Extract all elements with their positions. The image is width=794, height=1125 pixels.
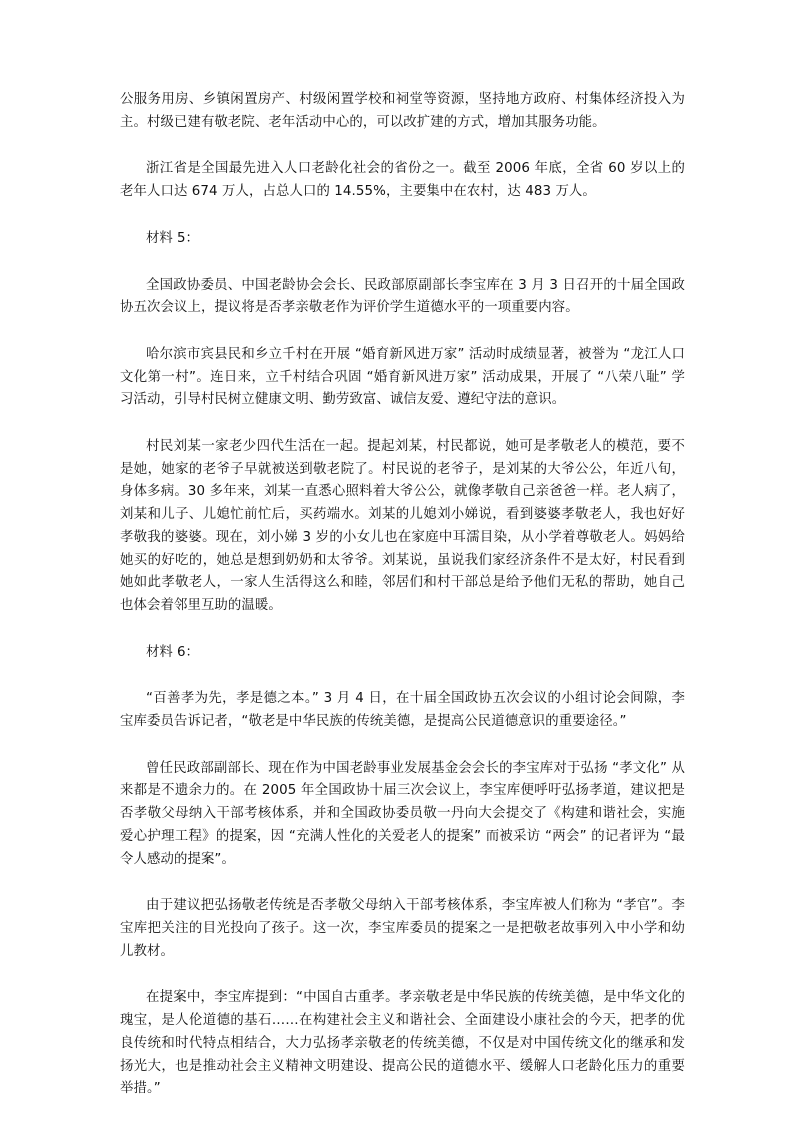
paragraph-li-baoku-proposal: 全国政协委员、中国老龄协会会长、民政部原副部长李宝库在 3 月 3 日召开的十届全国政协五次会议上，提议将是否孝亲敬老作为评价学生道德水平的一项重要内容。 xyxy=(120,277,685,316)
paragraph-zhejiang-aging: 浙江省是全国最先进入人口老龄化社会的省份之一。截至 2006 年底，全省 60 岁以上的老年人口达 674 万人，占总人口的 14.55%，主要集中在农村，达 483 万人。 xyxy=(120,161,685,200)
paragraph-filial-culture: 曾任民政部副部长、现在作为中国老龄事业发展基金会会长的李宝库对于弘扬 “孝文化” 从来都是不遗余力的。在 2005 年全国政协十届三次会议上，李宝库便呼吁弘扬孝道，建议把是否孝敬父母纳入干部考核体系，并和全国政协委员敬一丹向大会提交了《构建和谐社会，实施爱心护理工程》的提案，因 “充满人性化的关爱老人的提案” 而被采访 “两会” 的记者评为 “最令人感动的提案”。 xyxy=(120,760,685,867)
document-page xyxy=(120,89,685,1125)
paragraph-continuation: 公服务用房、乡镇闲置房产、村级闲置学校和祠堂等资源，坚持地方政府、村集体经济投入为主。村级已建有敬老院、老年活动中心的，可以改扩建的方式，增加其服务功能。 xyxy=(120,92,685,130)
paragraph-filial-piety-quote: “百善孝为先，孝是德之本。” 3 月 4 日，在十届全国政协五次会议的小组讨论会间隙，李宝库委员告诉记者，“敬老是中华民族的传统美德，是提高公民道德意识的重要途径。” xyxy=(120,691,685,730)
paragraph-liu-family: 村民刘某一家老少四代生活在一起。提起刘某，村民都说，她可是孝敬老人的模范，要不是她，她家的老爷子早就被送到敬老院了。村民说的老爷子，是刘某的大爷公公，年近八旬，身体多病。30 多年来，刘某一直悉心照料着大爷公公，就像孝敬自己亲爸爸一样。老人病了，刘某和儿子、儿媳忙前忙后，买药端水。刘某的儿媳刘小娣说，看到婆婆孝敬老人，我也好好孝敬我的婆婆。现在，刘小娣 3 岁的小女儿也在家庭中耳濡目染，从小学着尊敬老人。妈妈给她买的好吃的，她总是想到奶奶和太爷爷。刘某说，虽说我们家经济条件不是太好，村民看到她如此孝敬老人，一家人生活得这么和睦，邻居们和村干部总是给予他们无私的帮助，她自己也体会着邻里互助的温暖。 xyxy=(120,439,685,613)
paragraph-filial-official: 由于建议把弘扬敬老传统是否孝敬父母纳入干部考核体系，李宝库被人们称为 “孝官”。李宝库把关注的目光投向了孩子。这一次，李宝库委员的提案之一是把敬老故事列入中小学和幼儿教材。 xyxy=(120,898,685,959)
paragraph-proposal-text: 在提案中，李宝库提到：“中国自古重孝。孝亲敬老是中华民族的传统美德，是中华文化的瑰宝，是人伦道德的基石……在构建社会主义和谐社会、全面建设小康社会的今天，把孝的优良传统和时代特点相结合，大力弘扬孝亲敬老的传统美德，不仅是对中国传统文化的继承和发扬光大，也是推动社会主义精神文明建设、提高公民的道德水平、缓解人口老龄化压力的重要举措。” xyxy=(120,990,685,1097)
material-5-heading: 材料 5： xyxy=(146,230,199,246)
material-6-heading: 材料 6： xyxy=(146,644,199,660)
paragraph-liqian-village: 哈尔滨市宾县民和乡立千村在开展 “婚育新风进万家” 活动时成绩显著，被誉为 “龙江人口文化第一村”。连日来，立千村结合巩固 “婚育新风进万家” 活动成果，开展了 “八荣八耻” 学习活动，引导村民树立健康文明、勤劳致富、诚信友爱、遵纪守法的意识。 xyxy=(120,346,685,408)
